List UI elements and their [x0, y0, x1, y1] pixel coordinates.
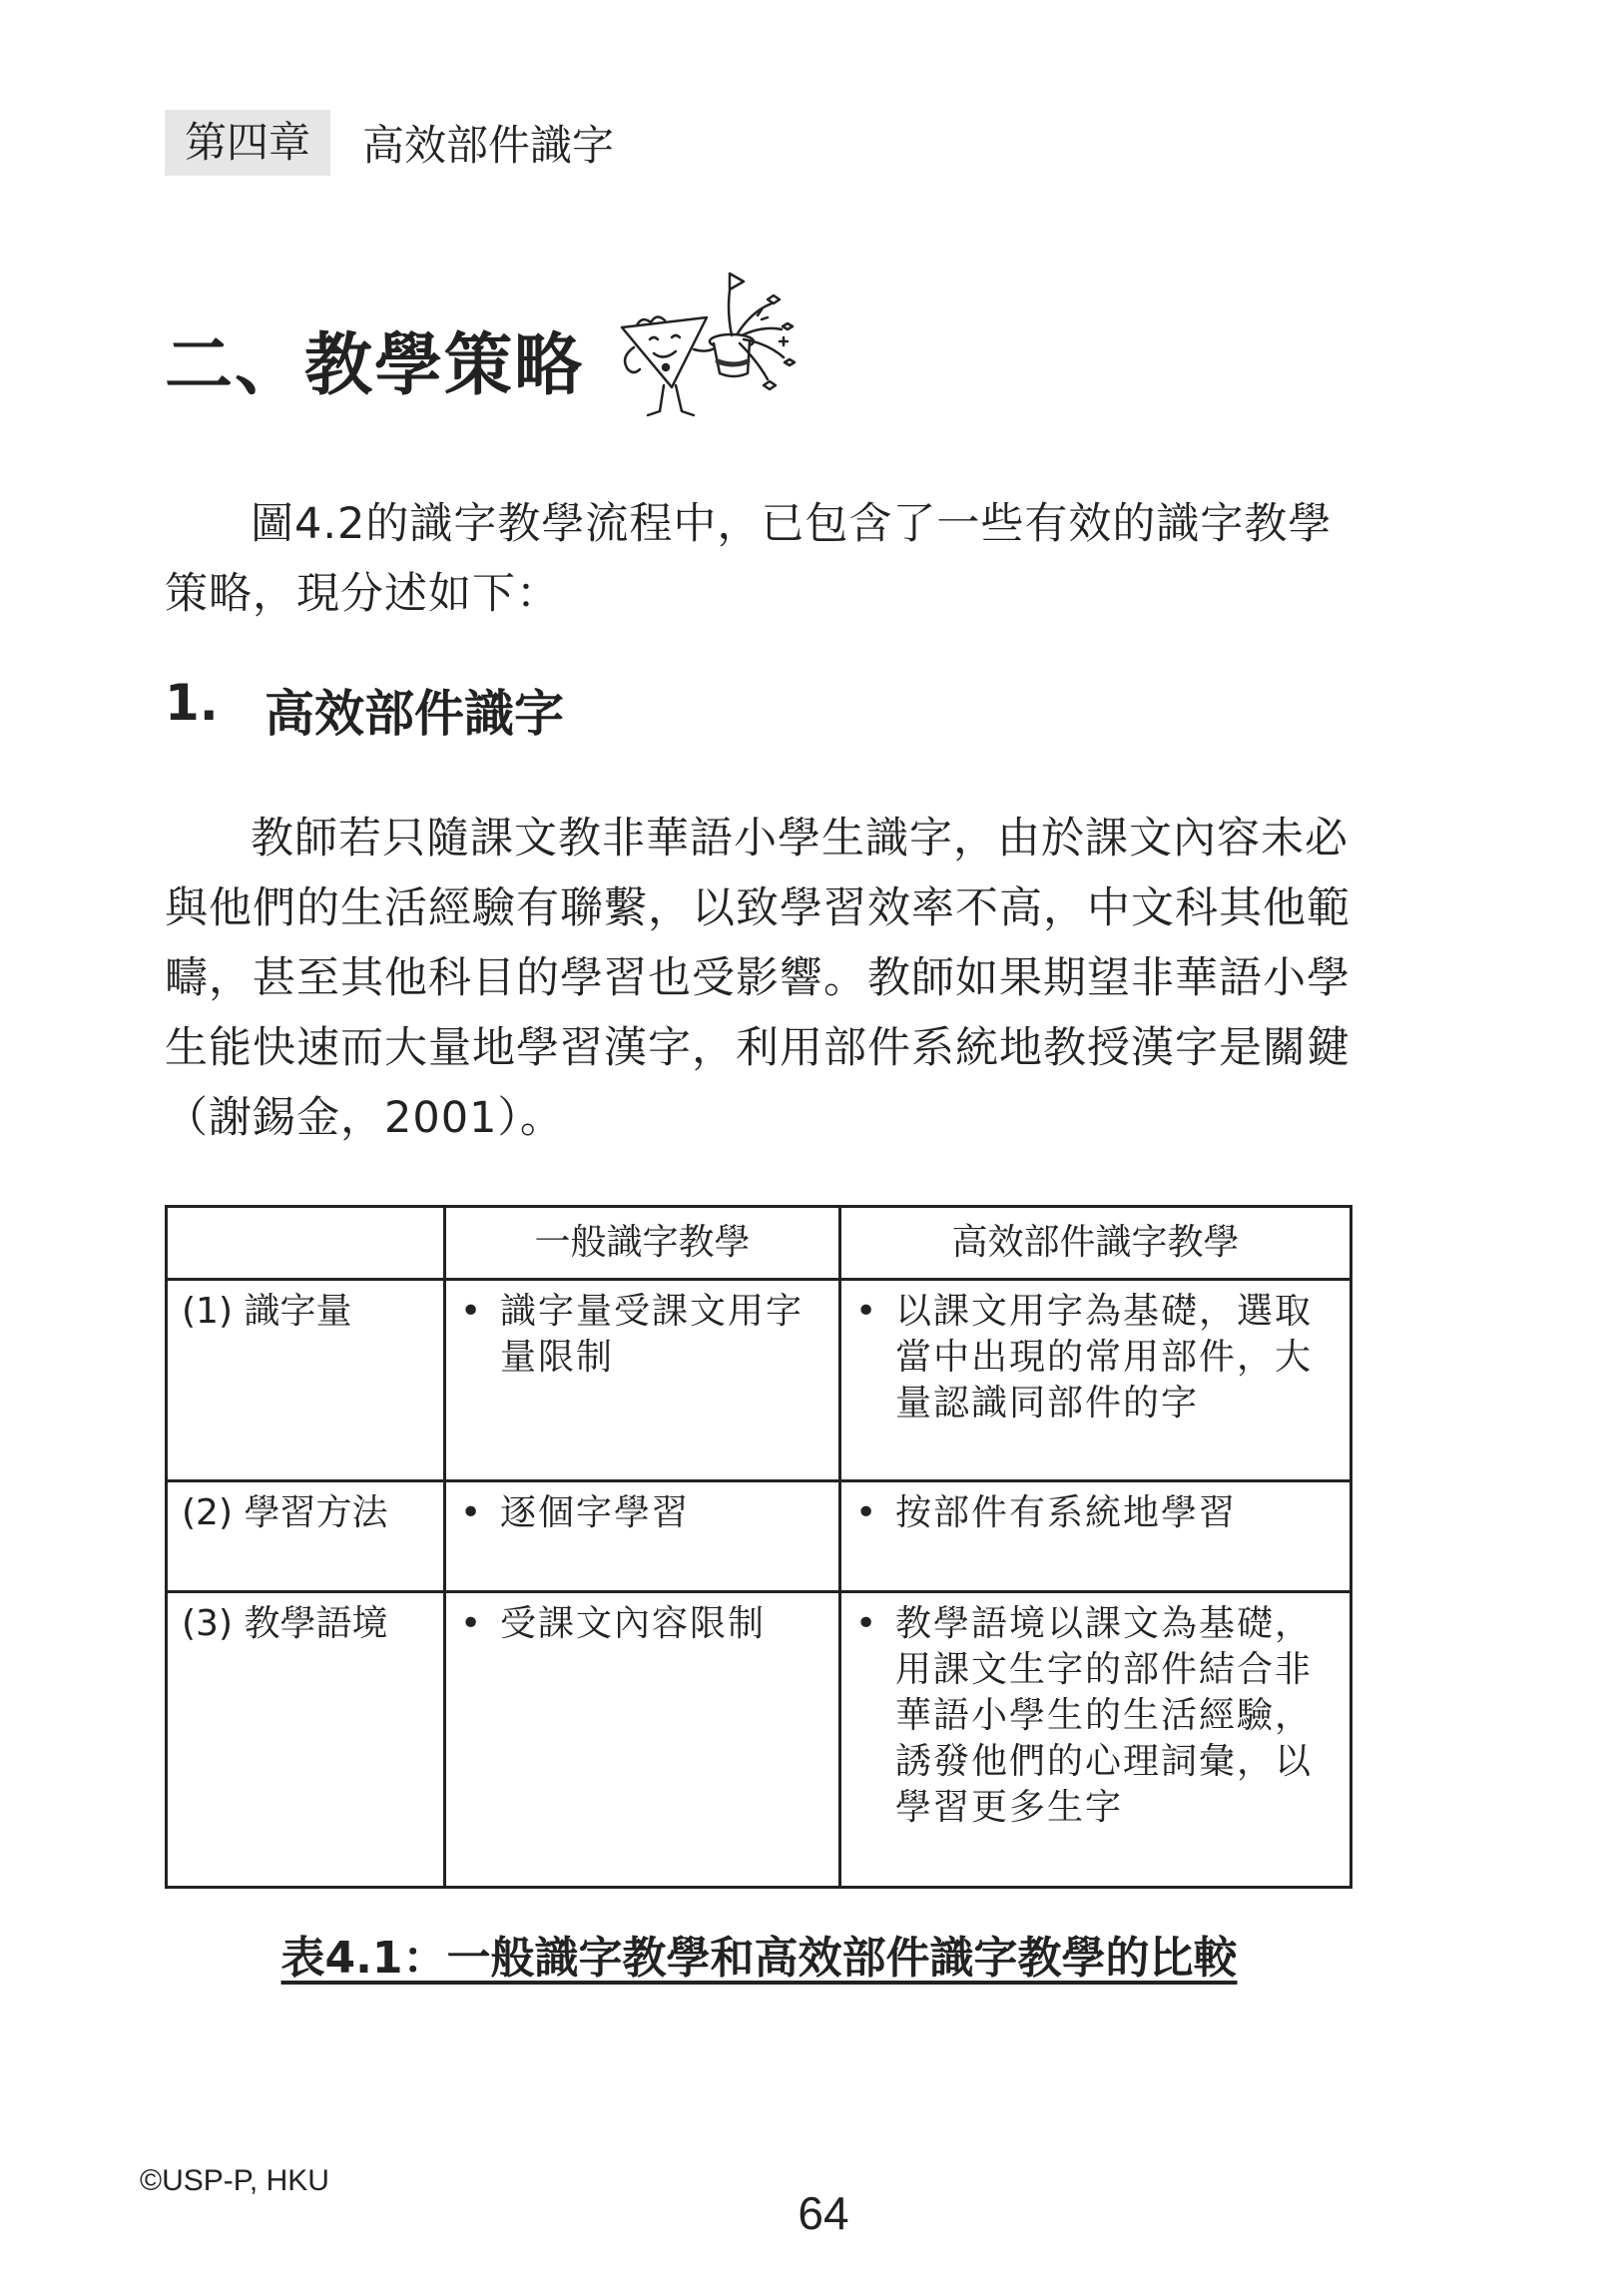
section-heading: [165, 299, 802, 419]
bullet-icon: •: [460, 1291, 482, 1332]
general-cell: [445, 1280, 840, 1481]
chapter-title: 高效部件識字: [362, 121, 615, 170]
comparison-table: [165, 1205, 1352, 1889]
intro-paragraph: 圖4.2的識字教學流程中，已包含了一些有效的識字教學策略，現分述如下：: [165, 499, 1333, 619]
list-item: [460, 1289, 824, 1381]
page-number: 64: [798, 2187, 849, 2239]
bullet-icon: •: [855, 1492, 877, 1533]
cell-text: 以課文用字為基礎，選取當中出現的常用部件，大量認識同部件的字: [895, 1291, 1314, 1424]
table-row: [167, 1592, 1351, 1888]
row-label: (1) 識字量: [167, 1280, 445, 1481]
list-item: [460, 1490, 824, 1536]
magician-mascot-icon: [602, 270, 802, 429]
copyright-notice: ©USP-P, HKU: [140, 2164, 329, 2197]
subsection-number: 1.: [165, 674, 219, 732]
table-row: [167, 1481, 1351, 1592]
chapter-label: 第四章: [165, 110, 330, 176]
subsection-title: 高效部件識字: [265, 685, 564, 743]
cell-text: 逐個字學習: [500, 1492, 691, 1533]
body-paragraph: 教師若只隨課文教非華語小學生識字，由於課文內容未必與他們的生活經驗有聯繫，以致學習效率不高，中文科其他範疇，甚至其他科目的學習也受影響。教師如果期望非華語小學生能快速而大量地學習漢字，利用部件系統地教授漢字是關鍵（謝錫金，2001）。: [165, 814, 1350, 1143]
general-cell: [445, 1592, 840, 1888]
bullet-icon: •: [855, 1291, 877, 1332]
efficient-cell: [840, 1280, 1351, 1481]
table-header-cell: 一般識字教學: [445, 1207, 840, 1280]
list-item: [855, 1601, 1336, 1831]
list-item: [460, 1601, 824, 1647]
subsection-heading: [165, 674, 564, 746]
efficient-cell: [840, 1481, 1351, 1592]
table-header-cell: 高效部件識字教學: [840, 1207, 1351, 1280]
bullet-icon: •: [460, 1492, 482, 1533]
cell-text: 教學語境以課文為基礎，用課文生字的部件結合非華語小學生的生活經驗，誘發他們的心理詞彙，以學習更多生字: [895, 1603, 1314, 1828]
bullet-icon: •: [460, 1603, 482, 1644]
chapter-header: [165, 110, 614, 176]
general-cell: [445, 1481, 840, 1592]
table-header-cell: [167, 1207, 445, 1280]
table-caption: 表4.1：一般識字教學和高效部件識字教學的比較: [280, 1933, 1238, 1984]
list-item: [855, 1289, 1336, 1427]
row-label: (2) 學習方法: [167, 1481, 445, 1592]
efficient-cell: [840, 1592, 1351, 1888]
cell-text: 識字量受課文用字量限制: [500, 1291, 805, 1378]
section-title: 二、教學策略: [165, 325, 585, 405]
table-header-row: [167, 1207, 1351, 1280]
row-label: (3) 教學語境: [167, 1592, 445, 1888]
list-item: [855, 1490, 1336, 1536]
cell-text: 受課文內容限制: [500, 1603, 767, 1644]
table-row: [167, 1280, 1351, 1481]
cell-text: 按部件有系統地學習: [895, 1492, 1238, 1533]
bullet-icon: •: [855, 1603, 877, 1644]
